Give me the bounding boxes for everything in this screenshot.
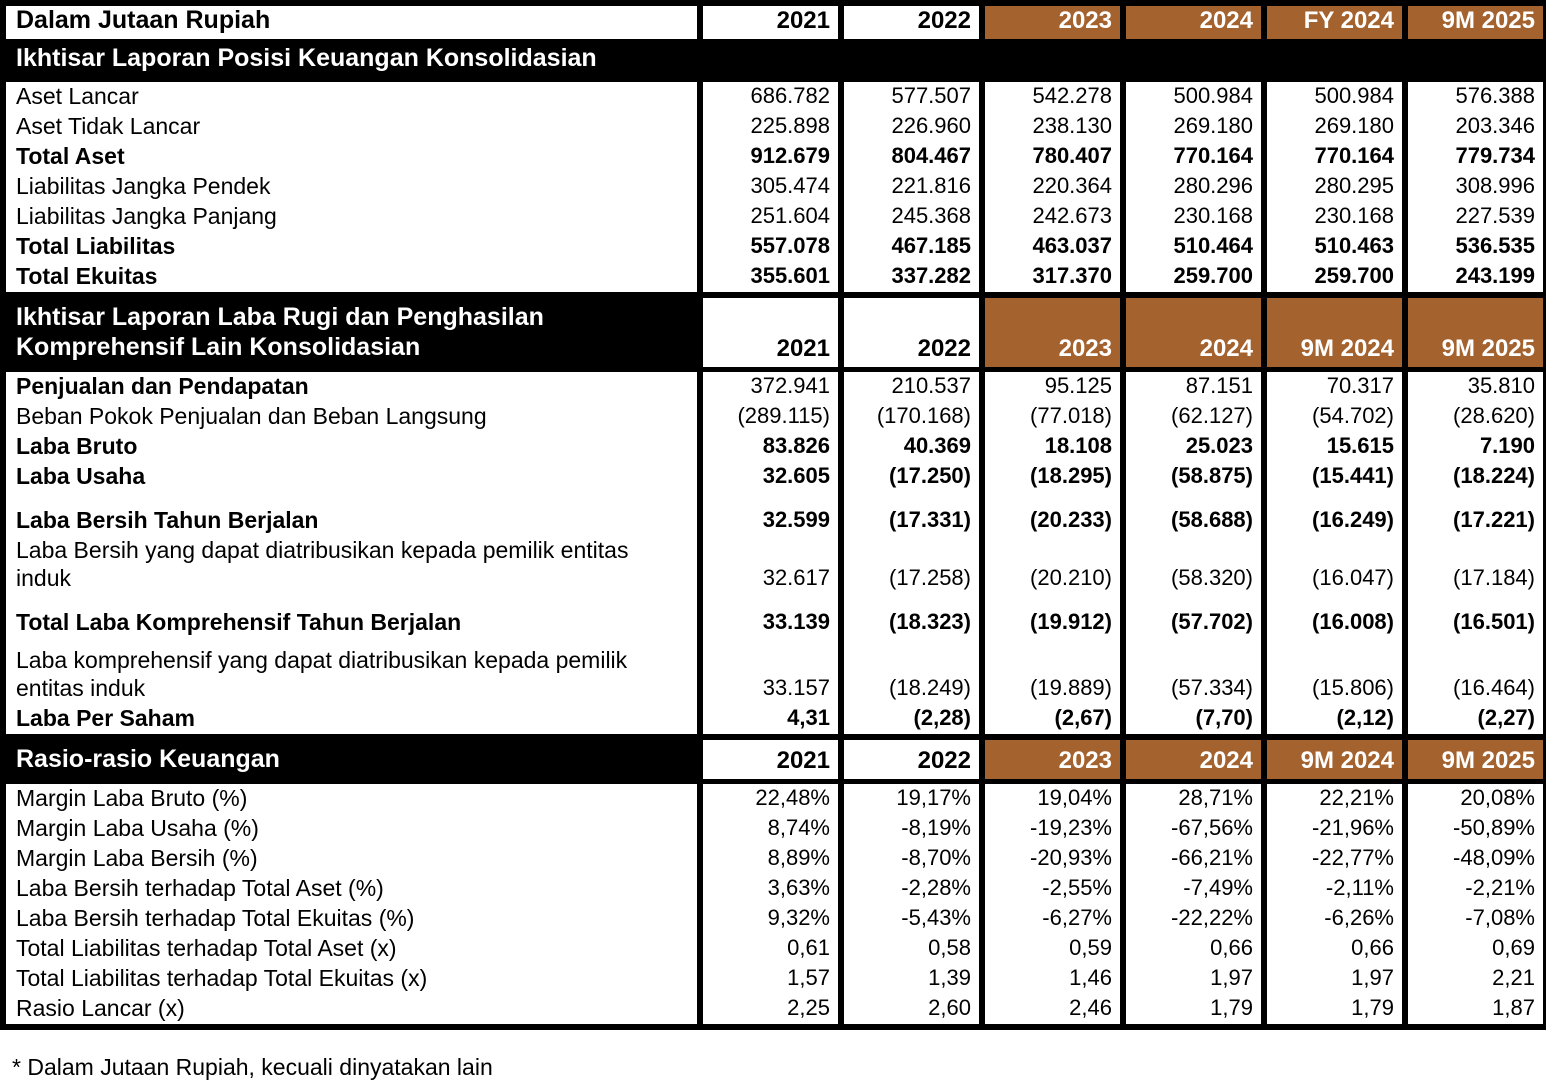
value-cell: -8,70% [841,844,982,874]
value-cell: -7,08% [1405,904,1546,934]
value-cell: -6,27% [982,904,1123,934]
value-cell: 337.282 [841,262,982,295]
value-cell: (20.210) [982,536,1123,594]
year-header-cell: 2023 [982,737,1123,782]
table-row [3,202,1546,232]
value-cell: (57.702) [1123,594,1264,646]
value-cell: 9,32% [700,904,841,934]
table-row [3,844,1546,874]
value-cell: 305.474 [700,172,841,202]
table-row [3,172,1546,202]
value-cell: (28.620) [1405,402,1546,432]
value-cell: 230.168 [1123,202,1264,232]
value-cell: 1,97 [1123,964,1264,994]
row-label: Laba komprehensif yang dapat diatribusikan kepada pemilik entitas induk [3,646,700,704]
value-cell: 203.346 [1405,112,1546,142]
row-label: Margin Laba Usaha (%) [3,814,700,844]
year-header-cell: FY 2024 [1264,3,1405,42]
value-cell: (17.258) [841,536,982,594]
value-cell: 317.370 [982,262,1123,295]
value-cell: (18.323) [841,594,982,646]
value-cell: -21,96% [1264,814,1405,844]
row-label: Laba Usaha [3,462,700,492]
row-label: Total Liabilitas terhadap Total Ekuitas (x) [3,964,700,994]
value-cell: 1,57 [700,964,841,994]
row-label: Laba Per Saham [3,704,700,737]
value-cell: 1,39 [841,964,982,994]
value-cell: 308.996 [1405,172,1546,202]
value-cell: -2,11% [1264,874,1405,904]
value-cell: 463.037 [982,232,1123,262]
value-cell: -2,55% [982,874,1123,904]
value-cell: 557.078 [700,232,841,262]
table-row [3,934,1546,964]
table-row [3,142,1546,172]
value-cell: 251.604 [700,202,841,232]
value-cell: 7.190 [1405,432,1546,462]
value-cell: -2,21% [1405,874,1546,904]
year-header-cell: 2024 [1123,3,1264,42]
table-row [3,432,1546,462]
value-cell: 780.407 [982,142,1123,172]
value-cell: 0,58 [841,934,982,964]
value-cell: (15.441) [1264,462,1405,492]
section-title: Rasio-rasio Keuangan [3,737,700,782]
table-row [3,646,1546,704]
value-cell: 210.537 [841,370,982,403]
value-cell: 0,59 [982,934,1123,964]
value-cell: 2,60 [841,994,982,1027]
year-header-cell: 9M 2025 [1405,295,1546,370]
value-cell: (54.702) [1264,402,1405,432]
value-cell: 32.599 [700,492,841,536]
year-header-cell: 2023 [982,295,1123,370]
table-row [3,904,1546,934]
row-label: Total Ekuitas [3,262,700,295]
table-row [3,814,1546,844]
row-label: Rasio Lancar (x) [3,994,700,1027]
row-label: Laba Bersih yang dapat diatribusikan kepada pemilik entitas induk [3,536,700,594]
value-cell: 372.941 [700,370,841,403]
year-header-cell: 2023 [982,3,1123,42]
value-cell: 19,17% [841,782,982,815]
table-row [3,80,1546,113]
year-header-cell: 2021 [700,295,841,370]
value-cell: 83.826 [700,432,841,462]
value-cell: 770.164 [1264,142,1405,172]
value-cell: 542.278 [982,80,1123,113]
section-header-row [3,737,1546,782]
year-header-cell: 2024 [1123,737,1264,782]
value-cell: 280.295 [1264,172,1405,202]
year-header-cell: 2022 [841,3,982,42]
value-cell: 269.180 [1264,112,1405,142]
value-cell: 18.108 [982,432,1123,462]
row-label: Margin Laba Bruto (%) [3,782,700,815]
section-header-row [3,295,1546,370]
table-row [3,594,1546,646]
table-row [3,536,1546,594]
value-cell: 225.898 [700,112,841,142]
value-cell: (62.127) [1123,402,1264,432]
value-cell: 242.673 [982,202,1123,232]
value-cell: 912.679 [700,142,841,172]
value-cell: -8,19% [841,814,982,844]
table-row [3,704,1546,737]
value-cell: 87.151 [1123,370,1264,403]
value-cell: 227.539 [1405,202,1546,232]
value-cell: (16.047) [1264,536,1405,594]
value-cell: 467.185 [841,232,982,262]
value-cell: 245.368 [841,202,982,232]
table-body [3,42,1546,1028]
section-title: Ikhtisar Laporan Laba Rugi dan Penghasilan Komprehensif Lain Konsolidasian [3,295,700,370]
value-cell: (16.008) [1264,594,1405,646]
value-cell: 355.601 [700,262,841,295]
value-cell: 35.810 [1405,370,1546,403]
value-cell: 22,21% [1264,782,1405,815]
value-cell: 32.605 [700,462,841,492]
row-label: Margin Laba Bersih (%) [3,844,700,874]
value-cell: 804.467 [841,142,982,172]
row-label: Laba Bersih terhadap Total Aset (%) [3,874,700,904]
value-cell: (77.018) [982,402,1123,432]
value-cell: (15.806) [1264,646,1405,704]
table-row [3,994,1546,1027]
row-label: Beban Pokok Penjualan dan Beban Langsung [3,402,700,432]
value-cell: 576.388 [1405,80,1546,113]
value-cell: -5,43% [841,904,982,934]
value-cell: (16.249) [1264,492,1405,536]
table-row [3,262,1546,295]
value-cell: 4,31 [700,704,841,737]
value-cell: (17.221) [1405,492,1546,536]
row-label: Laba Bersih terhadap Total Ekuitas (%) [3,904,700,934]
value-cell: 15.615 [1264,432,1405,462]
value-cell: 3,63% [700,874,841,904]
value-cell: 1,87 [1405,994,1546,1027]
value-cell: (289.115) [700,402,841,432]
value-cell: 269.180 [1123,112,1264,142]
value-cell: (18.295) [982,462,1123,492]
value-cell: -22,77% [1264,844,1405,874]
value-cell: 779.734 [1405,142,1546,172]
value-cell: 0,66 [1264,934,1405,964]
value-cell: 1,79 [1123,994,1264,1027]
value-cell: (58.320) [1123,536,1264,594]
value-cell: 33.157 [700,646,841,704]
value-cell: 510.463 [1264,232,1405,262]
section-header-row [3,42,1546,80]
value-cell: (2,28) [841,704,982,737]
table-row [3,492,1546,536]
value-cell: (2,67) [982,704,1123,737]
value-cell: 770.164 [1123,142,1264,172]
value-cell: 8,89% [700,844,841,874]
value-cell: 500.984 [1123,80,1264,113]
value-cell: (18.224) [1405,462,1546,492]
year-header-cell: 9M 2024 [1264,295,1405,370]
value-cell: 19,04% [982,782,1123,815]
value-cell: (7,70) [1123,704,1264,737]
value-cell: 2,25 [700,994,841,1027]
table-row [3,370,1546,403]
value-cell: 243.199 [1405,262,1546,295]
value-cell: 221.816 [841,172,982,202]
value-cell: 28,71% [1123,782,1264,815]
row-label: Total Laba Komprehensif Tahun Berjalan [3,594,700,646]
value-cell: -50,89% [1405,814,1546,844]
row-label: Liabilitas Jangka Pendek [3,172,700,202]
value-cell: 1,79 [1264,994,1405,1027]
value-cell: -19,23% [982,814,1123,844]
value-cell: 577.507 [841,80,982,113]
table-row [3,112,1546,142]
value-cell: -6,26% [1264,904,1405,934]
value-cell: 536.535 [1405,232,1546,262]
table-row [3,874,1546,904]
value-cell: 2,46 [982,994,1123,1027]
value-cell: 226.960 [841,112,982,142]
value-cell: 22,48% [700,782,841,815]
row-label: Liabilitas Jangka Panjang [3,202,700,232]
value-cell: 0,61 [700,934,841,964]
value-cell: (170.168) [841,402,982,432]
value-cell: 1,97 [1264,964,1405,994]
value-cell: -48,09% [1405,844,1546,874]
unit-label: Dalam Jutaan Rupiah [3,3,700,42]
value-cell: 0,69 [1405,934,1546,964]
table-row [3,782,1546,815]
row-label: Laba Bruto [3,432,700,462]
year-header-cell: 2022 [841,737,982,782]
row-label: Aset Tidak Lancar [3,112,700,142]
row-label: Penjualan dan Pendapatan [3,370,700,403]
value-cell: (19.889) [982,646,1123,704]
value-cell: 40.369 [841,432,982,462]
value-cell: 280.296 [1123,172,1264,202]
value-cell: 95.125 [982,370,1123,403]
value-cell: 230.168 [1264,202,1405,232]
value-cell: 33.139 [700,594,841,646]
table-row [3,964,1546,994]
year-header-cell: 9M 2024 [1264,737,1405,782]
value-cell: 510.464 [1123,232,1264,262]
value-cell: (17.250) [841,462,982,492]
value-cell: (16.464) [1405,646,1546,704]
value-cell: (19.912) [982,594,1123,646]
value-cell: (18.249) [841,646,982,704]
value-cell: 500.984 [1264,80,1405,113]
value-cell: 25.023 [1123,432,1264,462]
year-header-cell: 9M 2025 [1405,737,1546,782]
value-cell: (57.334) [1123,646,1264,704]
value-cell: 1,46 [982,964,1123,994]
year-header-cell: 2022 [841,295,982,370]
footnote: * Dalam Jutaan Rupiah, kecuali dinyatakan lain [12,1054,493,1080]
value-cell: 32.617 [700,536,841,594]
value-cell: -7,49% [1123,874,1264,904]
value-cell: (2,27) [1405,704,1546,737]
value-cell: 686.782 [700,80,841,113]
value-cell: 2,21 [1405,964,1546,994]
value-cell: -22,22% [1123,904,1264,934]
value-cell: (16.501) [1405,594,1546,646]
unit-header-row [3,3,1546,42]
value-cell: 259.700 [1123,262,1264,295]
table-row [3,402,1546,432]
year-header-cell: 2024 [1123,295,1264,370]
value-cell: -20,93% [982,844,1123,874]
value-cell: (58.875) [1123,462,1264,492]
value-cell: 70.317 [1264,370,1405,403]
value-cell: (20.233) [982,492,1123,536]
year-header-cell: 2021 [700,737,841,782]
value-cell: 238.130 [982,112,1123,142]
row-label: Laba Bersih Tahun Berjalan [3,492,700,536]
value-cell: 8,74% [700,814,841,844]
row-label: Total Liabilitas terhadap Total Aset (x) [3,934,700,964]
value-cell: 259.700 [1264,262,1405,295]
row-label: Aset Lancar [3,80,700,113]
table-row [3,232,1546,262]
value-cell: -2,28% [841,874,982,904]
value-cell: -67,56% [1123,814,1264,844]
value-cell: 220.364 [982,172,1123,202]
value-cell: (17.184) [1405,536,1546,594]
table-row [3,462,1546,492]
value-cell: (58.688) [1123,492,1264,536]
value-cell: (17.331) [841,492,982,536]
value-cell: 0,66 [1123,934,1264,964]
row-label: Total Liabilitas [3,232,700,262]
row-label: Total Aset [3,142,700,172]
value-cell: -66,21% [1123,844,1264,874]
value-cell: 20,08% [1405,782,1546,815]
value-cell: (2,12) [1264,704,1405,737]
year-header-cell: 9M 2025 [1405,3,1546,42]
year-header-cell: 2021 [700,3,841,42]
section-title: Ikhtisar Laporan Posisi Keuangan Konsolidasian [3,42,1546,80]
